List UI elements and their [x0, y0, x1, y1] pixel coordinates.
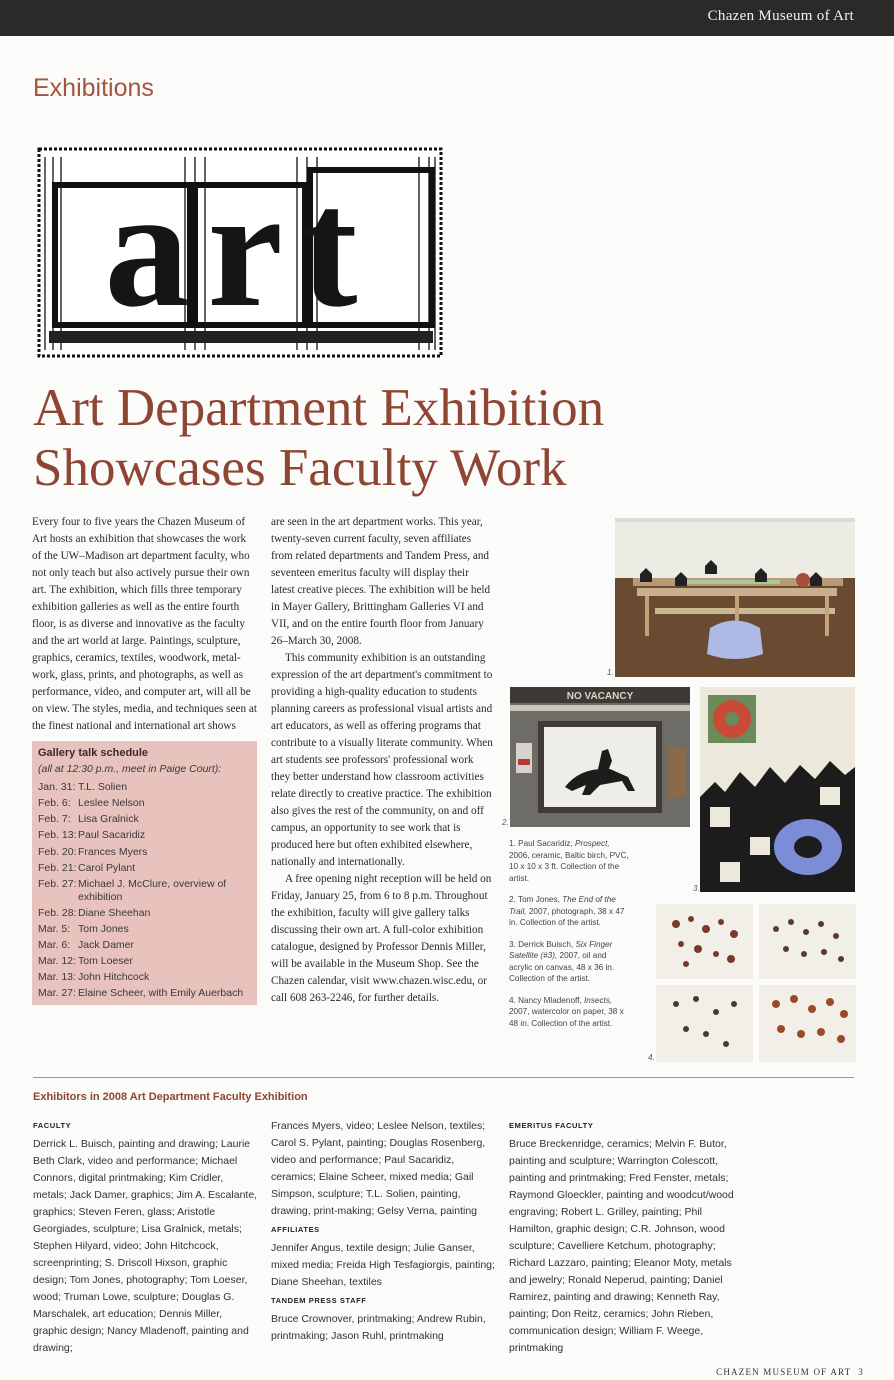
caption-title: Prospect,	[575, 839, 610, 848]
emeritus-list: Bruce Breckenridge, ceramics; Melvin F. Butor, painting and sculpture; Warrington Colescott, painting and printmaking; Fred Fenster, metals; Raymond Gloeckler, painting and woodcut/wood engraving; Robert L. Grilley, painting; Phil Hamilton, graphic design; C.R. Johnson, wood sculpture; Cavelliere Ketchum, photography; Richard Lazzaro, painting; Eleanor Moty, metals and jewelry; Ronald Neperud, painting; Daniel Ramirez, painting and drawing; Kenneth Ray, painting; Don Reitz, ceramics; John Rieben, communication design; William F. Weege, printmaking	[509, 1138, 734, 1354]
article-column-1	[32, 514, 258, 735]
caption-artist: Nancy Mladenoff,	[518, 995, 582, 1005]
figure-number: 1.	[607, 668, 614, 677]
schedule-name: Carol Pylant	[78, 862, 136, 874]
schedule-row	[38, 862, 253, 875]
top-bar	[0, 0, 894, 36]
schedule-name: Tom Jones	[78, 923, 129, 935]
caption-artist: Tom Jones,	[517, 895, 560, 904]
tandem-press-heading: TANDEM PRESS STAFF	[271, 1296, 367, 1305]
caption-num: 3.	[509, 939, 516, 949]
schedule-row	[38, 846, 253, 859]
caption-details: 2007, watercolor on paper, 38 x 48 in. Collection of the artist.	[509, 1007, 624, 1028]
schedule-name: T.L. Solien	[78, 781, 128, 793]
faculty-heading: FACULTY	[33, 1121, 72, 1130]
article-paragraph: This community exhibition is an outstanding expression of the art department's commitment to providing a high-quality education to students planning careers as professional visual artists and art educators, as well as offering programs that contribute to a visually literate community. When art students see professors' professional work they better understand how classroom activities relate directly to creative practice. The exhibition also gives the rest of the community, on and off campus, an opportunity to see work that is produced here but often exhibited elsewhere, nationally and internationally.	[271, 652, 493, 868]
schedule-name: Leslee Nelson	[78, 797, 145, 809]
figure-2-end-of-trail-photo	[510, 687, 690, 827]
schedule-name: Michael J. McClure, overview of exhibition	[78, 878, 227, 903]
exhibitors-column-1	[33, 1118, 258, 1357]
figure-1-prospect-photo	[615, 518, 855, 677]
tandem-press-list: Bruce Crownover, printmaking; Andrew Rubin, printmaking; Jason Ruhl, printmaking	[271, 1313, 486, 1342]
article-paragraph: Every four to five years the Chazen Museum of Art hosts an exhibition that showcases the work of the UW–Madison art department faculty, who not only teach but also actively pursue their own art. The exhibition, which fills three temporary exhibition galleries as well as the entire fourth floor, is as diverse and innovative as the faculty and the art world at large. Paintings, sculpture, graphics, ceramics, textiles, woodwork, metal-work, glass, prints, and photographs, as well as performance, video, and computer art, will all be on view. The styles, media, and techniques seen at the finest national and international art shows	[32, 516, 257, 732]
schedule-row	[38, 878, 253, 904]
schedule-date: Mar. 27:	[38, 987, 76, 999]
schedule-date: Feb. 13:	[38, 829, 77, 841]
caption-artist: Paul Sacaridiz,	[518, 839, 573, 848]
schedule-name: Lisa Gralnick	[78, 813, 139, 825]
caption-artist: Derrick Buisch,	[518, 939, 574, 949]
gallery-talk-schedule	[32, 741, 257, 1005]
schedule-name: Frances Myers	[78, 846, 148, 858]
schedule-date: Jan. 31:	[38, 781, 76, 793]
section-divider	[33, 1077, 854, 1078]
schedule-name: Paul Sacaridiz	[78, 829, 146, 841]
schedule-row	[38, 797, 253, 810]
caption	[509, 995, 629, 1030]
caption-details: 2007, oil and acrylic on canvas, 48 x 36 in. Collection of the artist.	[509, 951, 615, 983]
figure-number: 4.	[648, 1053, 655, 1062]
article-paragraph: are seen in the art department works. This year, twenty-seven current faculty, seven affiliates from related departments and Tandem Press, and seventeen emeritus faculty will display their latest creative pieces. The exhibition will be held in Mayer Gallery, Brittingham Galleries VI and VII, and on the entire fourth floor from January 26–March 30, 2008.	[271, 516, 491, 647]
schedule-note: (all at 12:30 p.m., meet in Paige Court):	[38, 763, 222, 775]
billboard-text: NO VACANCY	[566, 691, 634, 702]
caption-num: 2.	[509, 895, 516, 904]
caption-title: Six Finger Satellite (#3),	[509, 939, 613, 960]
schedule-date: Feb. 20:	[38, 846, 77, 858]
figure-number: 2.	[502, 818, 509, 827]
schedule-date: Mar. 5:	[38, 923, 71, 935]
schedule-row	[38, 971, 253, 984]
caption	[509, 939, 629, 985]
schedule-date: Feb. 27:	[38, 878, 77, 890]
exhibitors-column-2	[271, 1118, 499, 1345]
schedule-date: Feb. 6:	[38, 797, 71, 809]
figure-number: 3.	[693, 884, 700, 893]
schedule-name: John Hitchcock	[78, 971, 150, 983]
schedule-row	[38, 987, 253, 1000]
page-number: 3	[858, 1367, 864, 1377]
caption-num: 4.	[509, 995, 516, 1005]
caption-details: 2006, ceramic, Baltic birch, PVC, 10 x 10 x 3 ft. Collection of the artist.	[509, 850, 629, 883]
art-woodcut-logo	[35, 145, 445, 360]
schedule-date: Feb. 7:	[38, 813, 71, 825]
schedule-row	[38, 955, 253, 968]
faculty-list-continued: Frances Myers, video; Leslee Nelson, textiles; Carol S. Pylant, painting; Douglas Rosenberg, video and performance; Paul Sacaridiz, ceramics; Elaine Scheer, mixed media; Gail Simpson, sculpture; T.L. Solien, painting, drawing, print-making; Gelsy Verna, painting	[271, 1120, 486, 1217]
schedule-row	[38, 939, 253, 952]
caption-num: 1.	[509, 839, 516, 848]
headline-line-2: Showcases Faculty Work	[33, 439, 567, 497]
caption	[509, 894, 629, 929]
caption-title: Insects,	[583, 995, 613, 1005]
schedule-title: Gallery talk schedule	[38, 747, 149, 759]
schedule-date: Feb. 21:	[38, 862, 77, 874]
exhibitors-column-3	[509, 1118, 749, 1357]
page-footer	[716, 1367, 864, 1377]
schedule-row	[38, 813, 253, 826]
schedule-name: Diane Sheehan	[78, 907, 151, 919]
schedule-row	[38, 923, 253, 936]
headline	[33, 378, 853, 498]
figure-3-six-finger-satellite-painting	[700, 687, 855, 892]
figure-4-insects-watercolor	[656, 904, 856, 1062]
schedule-name: Tom Loeser	[78, 955, 133, 967]
caption-title: The End of the Trail,	[509, 895, 616, 916]
article-paragraph: A free opening night reception will be held on Friday, January 25, from 6 to 8 p.m. Throughout the exhibition, faculty will give gallery talks discussing their own art. A full-color exhibition catalogue, designed by Professor Dennis Miller, will be available in the Museum Shop. See the Chazen calendar, visit www.chazen.wisc.edu, or call 608 263-2246, for further details.	[271, 873, 492, 1004]
schedule-name: Elaine Scheer, with Emily Auerbach	[78, 987, 244, 999]
figure-captions	[509, 838, 629, 1039]
affiliates-list: Jennifer Angus, textile design; Julie Ganser, mixed media; Freida High Tesfagiorgis, painting; Diane Sheehan, textiles	[271, 1242, 495, 1288]
museum-name: Chazen Museum of Art	[707, 8, 854, 24]
footer-museum: CHAZEN MUSEUM OF ART	[716, 1367, 852, 1377]
emeritus-heading: EMERITUS FACULTY	[509, 1121, 594, 1130]
schedule-row	[38, 829, 253, 842]
schedule-date: Mar. 13:	[38, 971, 76, 983]
section-label: Exhibitions	[33, 74, 154, 102]
schedule-date: Feb. 28:	[38, 907, 77, 919]
exhibitors-title: Exhibitors in 2008 Art Department Faculty Exhibition	[33, 1091, 308, 1103]
art-logo-text: art	[104, 154, 376, 342]
schedule-row	[38, 781, 253, 794]
article-column-2	[271, 514, 495, 1007]
schedule-name: Jack Damer	[78, 939, 135, 951]
caption-details: 2007, photograph, 38 x 47 in. Collection of the artist.	[509, 906, 625, 927]
schedule-row	[38, 907, 253, 920]
schedule-date: Mar. 6:	[38, 939, 71, 951]
faculty-list: Derrick L. Buisch, painting and drawing; Laurie Beth Clark, video and performance; Michael Connors, digital printmaking; Kim Cridler, metals; Jack Damer, graphics; Jim A. Escalante, graphics; Steven Feren, glass; Aristotle Georgiades, sculpture; Lisa Gralnick, metals; Stephen Hilyard, video; John Hitchcock, screenprinting; S. Driscoll Hixson, graphic design; Tom Jones, photography; Tom Loeser, wood; Truman Lowe, sculpture; Douglas G. Marschalek, art education; Dennis Miller, graphic design; Nancy Mladenoff, painting and drawing;	[33, 1138, 258, 1354]
schedule-date: Mar. 12:	[38, 955, 76, 967]
headline-line-1: Art Department Exhibition	[33, 379, 605, 437]
caption	[509, 838, 629, 884]
affiliates-heading: AFFILIATES	[271, 1225, 320, 1234]
